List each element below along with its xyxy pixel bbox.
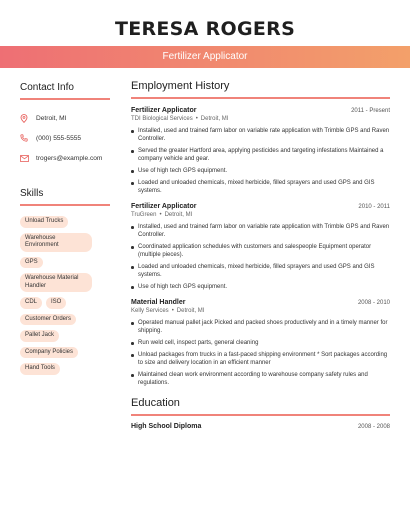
education-heading: Education [131,397,390,416]
job-bullet: Run weld cell, inspect parts, general cleaning [131,339,390,347]
skills-heading: Skills [20,188,110,206]
job-title: Material Handler [131,299,186,306]
job-bullet: Use of high tech GPS equipment. [131,167,390,175]
job-location: Detroit, MI [164,212,193,218]
education-degree: High School Diploma [131,423,202,430]
job-company: Kelly Services [131,308,169,314]
contact-phone [20,128,110,148]
job-bullet: Operated manual pallet jack Picked and packed shoes productively and in a timely manner for shipping. [131,319,390,335]
envelope-icon [20,155,36,162]
contact-email-text[interactable]: trogers@example.com [36,154,103,162]
job-title-banner: Fertilizer Applicator [0,46,410,68]
education-section [131,397,390,430]
left-column [20,82,110,375]
skills-list [20,216,110,375]
skill-tag: Pallet Jack [20,330,59,342]
education-entry [131,423,390,430]
contact-location-text: Detroit, MI [36,114,67,122]
job-bullet: Installed, used and trained farm labor on variable rate application with Trimble GPS and Raven Controller. [131,127,390,143]
right-column [131,80,390,430]
contact-email[interactable] [20,148,110,168]
skill-tag: Unload Trucks [20,216,68,228]
skill-tag: ISO [46,297,66,309]
skill-tag: Customer Orders [20,314,76,326]
job-bullet: Loaded and unloaded chemicals, mixed herbicide, filled sprayers and used GPS and GIS systems. [131,179,390,195]
job-dates: 2010 - 2011 [358,204,390,210]
job-title: Fertilizer Applicator [131,203,197,210]
skill-tag: Warehouse Material Handler [20,273,92,292]
skill-tag: Company Policies [20,347,78,359]
contact-location [20,108,110,128]
job-entry: Material Handler 2008 - 2010 Kelly Services • Detroit, MI Operated manual pallet jack Picked and packed shoes productively and in a timely manner for shipping. Run weld cell, inspect parts, general cleaning Unload packages from trucks in a fast-paced shipping environment * Sort packages according to size and delivery location in an efficient manner Maintained clean work environment according to warehouse company safety rules and regulations. [131,299,390,386]
job-dates: 2008 - 2010 [357,300,390,306]
job-bullet: Loaded and unloaded chemicals, mixed herbicide, filled sprayers and used GPS and GIS systems. [131,263,390,279]
job-bullet: Unload packages from trucks in a fast-paced shipping environment * Sort packages according to size and delivery location in an efficient manner [131,351,390,367]
contact-heading: Contact Info [20,82,110,100]
employment-heading: Employment History [131,80,390,99]
job-bullet: Installed, used and trained farm labor on variable rate application with Trimble GPS and Raven Controller. [131,223,390,239]
candidate-name: TERESA ROGERS [114,18,296,40]
job-bullets [131,223,390,291]
job-bullet: Maintained clean work environment according to warehouse company safety rules and regulations. [131,371,390,387]
job-bullet: Coordinated application schedules with customers and salespeople Equipment operator (multiple pieces). [131,243,390,259]
job-bullets [131,127,390,195]
job-location: Detroit, MI [176,308,205,314]
job-location: Detroit, MI [200,116,229,122]
job-title: Fertilizer Applicator [131,107,197,114]
job-entry: Fertilizer Applicator 2011 - Present TDI Biological Services • Detroit, MI Installed, used and trained farm labor on variable rate application with Trimble GPS and Raven Controller. Served the greater Hartford area, applying pesticides and targeting infestations Maintained a company vehicle and gear. Use of high tech GPS equipment. Loaded and unloaded chemicals, mixed herbicide, filled sprayers and used GPS and GIS systems. [131,107,390,194]
job-company: TDI Biological Services [131,116,193,122]
job-bullet: Use of high tech GPS equipment. [131,283,390,291]
phone-icon [20,134,36,142]
job-company: TruGreen [131,212,157,218]
skill-tag: Warehouse Environment [20,233,92,252]
contact-list [20,108,110,168]
skill-tag: GPS [20,257,43,269]
education-dates: 2008 - 2008 [357,424,390,430]
skill-tag: Hand Tools [20,363,60,375]
job-dates: 2011 - Present [351,108,390,114]
skill-tag: CDL [20,297,42,309]
job-bullet: Served the greater Hartford area, applying pesticides and targeting infestations Maintained a company vehicle and gear. [131,147,390,163]
job-entry: Fertilizer Applicator 2010 - 2011 TruGreen • Detroit, MI Installed, used and trained farm labor on variable rate application with Trimble GPS and Raven Controller. Coordinated application schedules with customers and salespeople Equipment operator (multiple pieces). Loaded and unloaded chemicals, mixed herbicide, filled sprayers and used GPS and GIS systems. Use of high tech GPS equipment. [131,203,390,290]
contact-phone-text: (000) 555-5555 [36,134,82,142]
job-bullets [131,319,390,387]
location-pin-icon [20,114,36,123]
